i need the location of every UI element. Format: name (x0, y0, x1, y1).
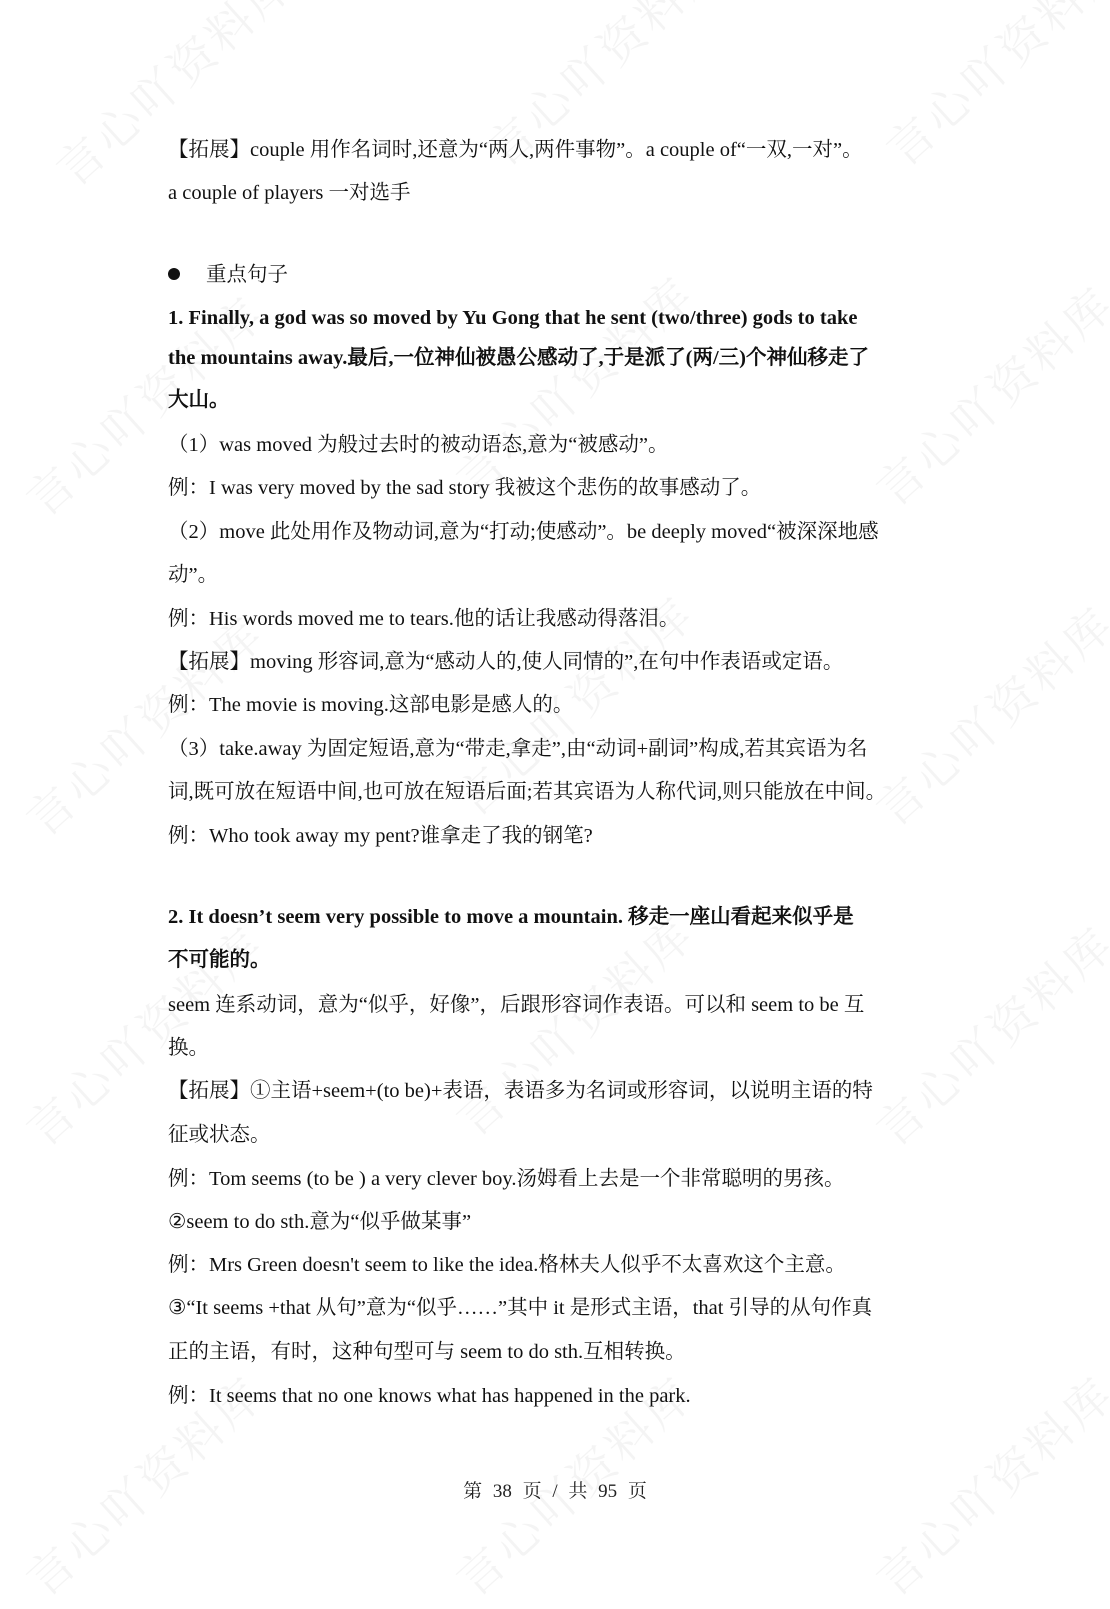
text-line-ext-couple-example: a couple of players 一对选手 (168, 182, 411, 204)
section-heading-text: 重点句子 (206, 264, 288, 286)
watermark-text (440, 259, 707, 509)
section-heading (168, 261, 288, 289)
text-line-s1-ext-moving: 【拓展】moving 形容词,意为“感动人的,使人同情的”,在句中作表语或定语。 (168, 651, 844, 673)
text-line-ext-couple: 【拓展】couple 用作名词时,还意为“两人,两件事物”。a couple of“一双,一对”。 (168, 139, 863, 161)
text-line-s2-ext3-line1: ③“It seems +that 从句”意为“似乎……”其中 it 是形式主语，that 引导的从句作真 (168, 1297, 873, 1319)
text-line-s2-note-line2: 换。 (168, 1037, 209, 1059)
page-number-footer: 第 38 页 / 共 95 页 (463, 1481, 647, 1502)
text-line-s2-line2: 不可能的。 (168, 949, 271, 971)
watermark-text (860, 909, 1110, 1159)
text-line-s2-note-line1: seem 连系动词，意为“似乎，好像”，后跟形容词作表语。可以和 seem to be 互 (168, 994, 865, 1016)
watermark-text (860, 269, 1110, 519)
text-line-s1-note2-line2: 动”。 (168, 564, 219, 586)
text-line-s1-note3-example: 例：Who took away my pent?谁拿走了我的钢笔? (168, 825, 593, 847)
bullet-dot-icon (168, 268, 180, 280)
text-line-s1-note3-line1: （3）take.away 为固定短语,意为“带走,拿走”,由“动词+副词”构成,若其宾语为名 (168, 738, 868, 760)
watermark-text (440, 899, 707, 1149)
text-line-s1-note3-line2: 词,既可放在短语中间,也可放在短语后面;若其宾语为人称代词,则只能放在中间。 (168, 781, 887, 803)
text-line-s2-ext2: ②seem to do sth.意为“似乎做某事” (168, 1211, 472, 1233)
watermark-text (40, 0, 307, 199)
text-line-s2-ext2-example: 例：Mrs Green doesn't seem to like the idea.格林夫人似乎不太喜欢这个主意。 (168, 1254, 846, 1276)
text-line-s1-note2-example: 例：His words moved me to tears.他的话让我感动得落泪。 (168, 608, 680, 630)
watermark-text (870, 0, 1110, 179)
text-line-s1-note1-example: 例：I was very moved by the sad story 我被这个悲伤的故事感动了。 (168, 477, 762, 499)
text-line-s2-ext1-line2: 征或状态。 (168, 1124, 271, 1146)
watermark-text (10, 599, 277, 849)
text-line-s1-line2: the mountains away.最后,一位神仙被愚公感动了,于是派了(两/三)个神仙移走了 (168, 347, 870, 369)
text-line-s2-ext3-example: 例：It seems that no one knows what has happened in the park. (168, 1385, 691, 1407)
text-line-s1-line1: 1. Finally, a god was so moved by Yu Gong that he sent (two/three) gods to take (168, 307, 858, 329)
text-line-s2-ext1-line1: 【拓展】①主语+seem+(to be)+表语，表语多为名词或形容词，以说明主语的特 (168, 1080, 873, 1102)
text-line-s1-line3: 大山。 (168, 389, 230, 411)
text-line-s2-ext1-example: 例：Tom seems (to be ) a very clever boy.汤姆看上去是一个非常聪明的男孩。 (168, 1168, 845, 1190)
text-line-s1-ext-moving-example: 例：The movie is moving.这部电影是感人的。 (168, 694, 574, 716)
text-line-s2-ext3-line2: 正的主语，有时，这种句型可与 seem to do sth.互相转换。 (168, 1341, 686, 1363)
text-line-s2-line1: 2. It doesn’t seem very possible to move a mountain. 移走一座山看起来似乎是 (168, 906, 854, 928)
text-line-s1-note1: （1）was moved 为般过去时的被动语态,意为“被感动”。 (168, 434, 669, 456)
text-line-s1-note2-line1: （2）move 此处用作及物动词,意为“打动;使感动”。be deeply moved“被深深地感 (168, 521, 879, 543)
watermark-text (860, 589, 1110, 839)
